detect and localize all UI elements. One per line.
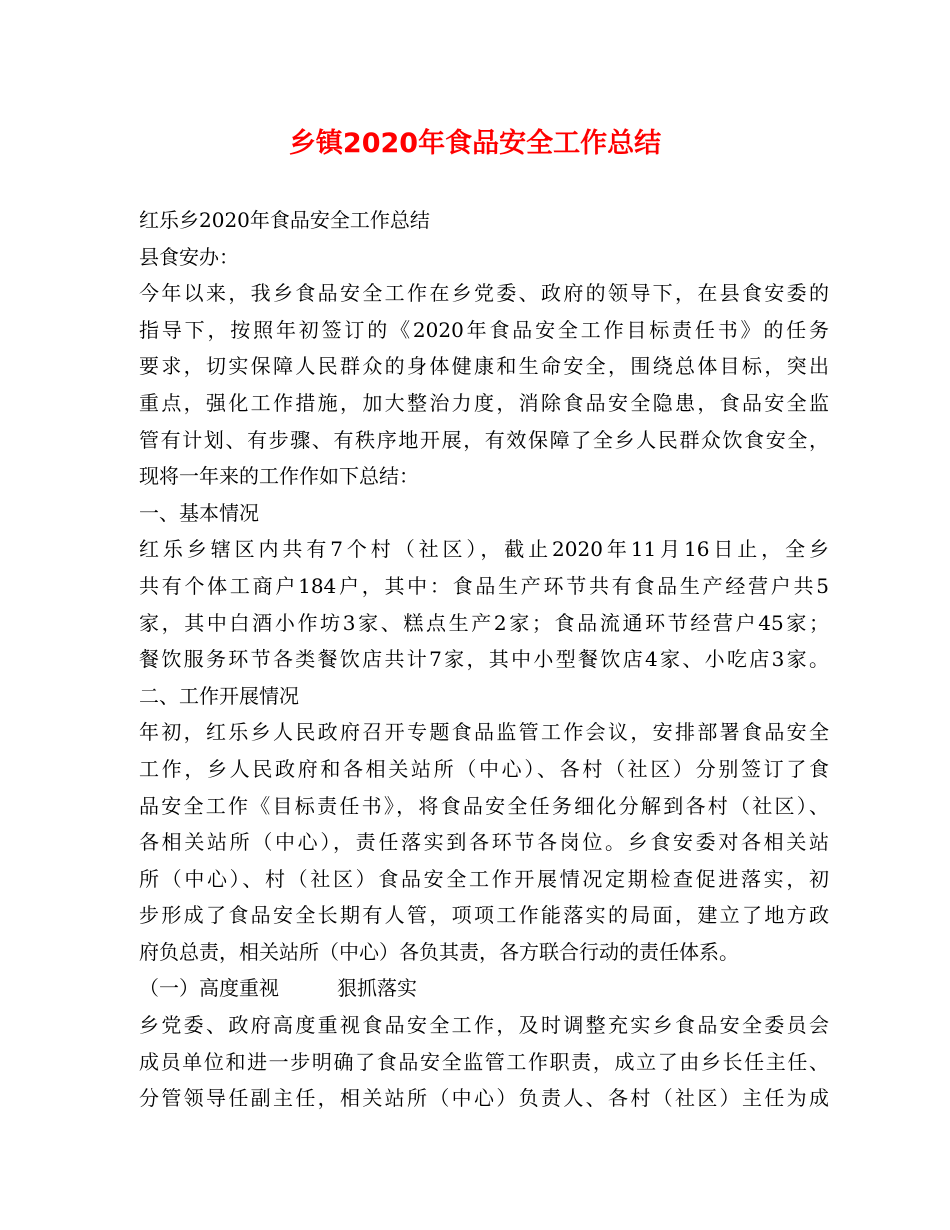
text-line: 品安全工作《目标责任书》，将食品安全任务细化分解到各村（社区）、 <box>139 793 829 818</box>
text-line: 成员单位和进一步明确了食品安全监管工作职责，成立了由乡长任主任、 <box>139 1049 829 1074</box>
text-line: 管有计划、有步骤、有秩序地开展，有效保障了全乡人民群众饮食安全， <box>139 427 829 452</box>
text-line: 步形成了食品安全长期有人管，项项工作能落实的局面，建立了地方政 <box>139 903 829 928</box>
text-line: 分管领导任副主任，相关站所（中心）负责人、各村（社区）主任为成 <box>139 1086 829 1111</box>
subheading-part: （一）高度重视 <box>139 976 279 1001</box>
text-line: 今年以来，我乡食品安全工作在乡党委、政府的领导下，在县食安委的 <box>139 281 829 306</box>
section-heading: 一、基本情况 <box>139 500 259 525</box>
text-line: 红乐乡辖区内共有7个村（社区），截止2020年11月16日止，全乡 <box>139 537 829 562</box>
text-line: 共有个体工商户184户，其中：食品生产环节共有食品生产经营户共5 <box>139 573 829 598</box>
text-line: 所（中心）、村（社区）食品安全工作开展情况定期检查促进落实，初 <box>139 866 829 891</box>
text-line: 年初，红乐乡人民政府召开专题食品监管工作会议，安排部署食品安全 <box>139 720 829 745</box>
text-line: 要求，切实保障人民群众的身体健康和生命安全，围绕总体目标，突出 <box>139 354 829 379</box>
text-line: 家，其中白酒小作坊3家、糕点生产2家；食品流通环节经营户45家； <box>139 610 829 635</box>
text-line: 乡党委、政府高度重视食品安全工作，及时调整充实乡食品安全委员会 <box>139 1013 829 1038</box>
subsection-heading <box>139 970 829 1007</box>
text-line: 县食安办： <box>139 244 239 269</box>
text-line: 府负总责，相关站所（中心）各负其责，各方联合行动的责任体系。 <box>139 939 739 964</box>
text-line: 各相关站所（中心），责任落实到各环节各岗位。乡食安委对各相关站 <box>139 830 829 855</box>
text-line: 重点，强化工作措施，加大整治力度，消除食品安全隐患，食品安全监 <box>139 390 829 415</box>
text-line: 工作，乡人民政府和各相关站所（中心）、各村（社区）分别签订了食 <box>139 756 829 781</box>
document-body <box>139 202 829 1117</box>
subheading-part: 狠抓落实 <box>337 976 417 1001</box>
document-title: 乡镇2020年食品安全工作总结 <box>288 128 662 159</box>
text-line: 指导下，按照年初签订的《2020年食品安全工作目标责任书》的任务 <box>139 317 829 342</box>
section-heading: 二、工作开展情况 <box>139 683 299 708</box>
text-line: 现将一年来的工作作如下总结： <box>139 464 419 489</box>
text-line: 餐饮服务环节各类餐饮店共计7家，其中小型餐饮店4家、小吃店3家。 <box>139 647 829 672</box>
text-line: 红乐乡2020年食品安全工作总结 <box>139 208 430 232</box>
